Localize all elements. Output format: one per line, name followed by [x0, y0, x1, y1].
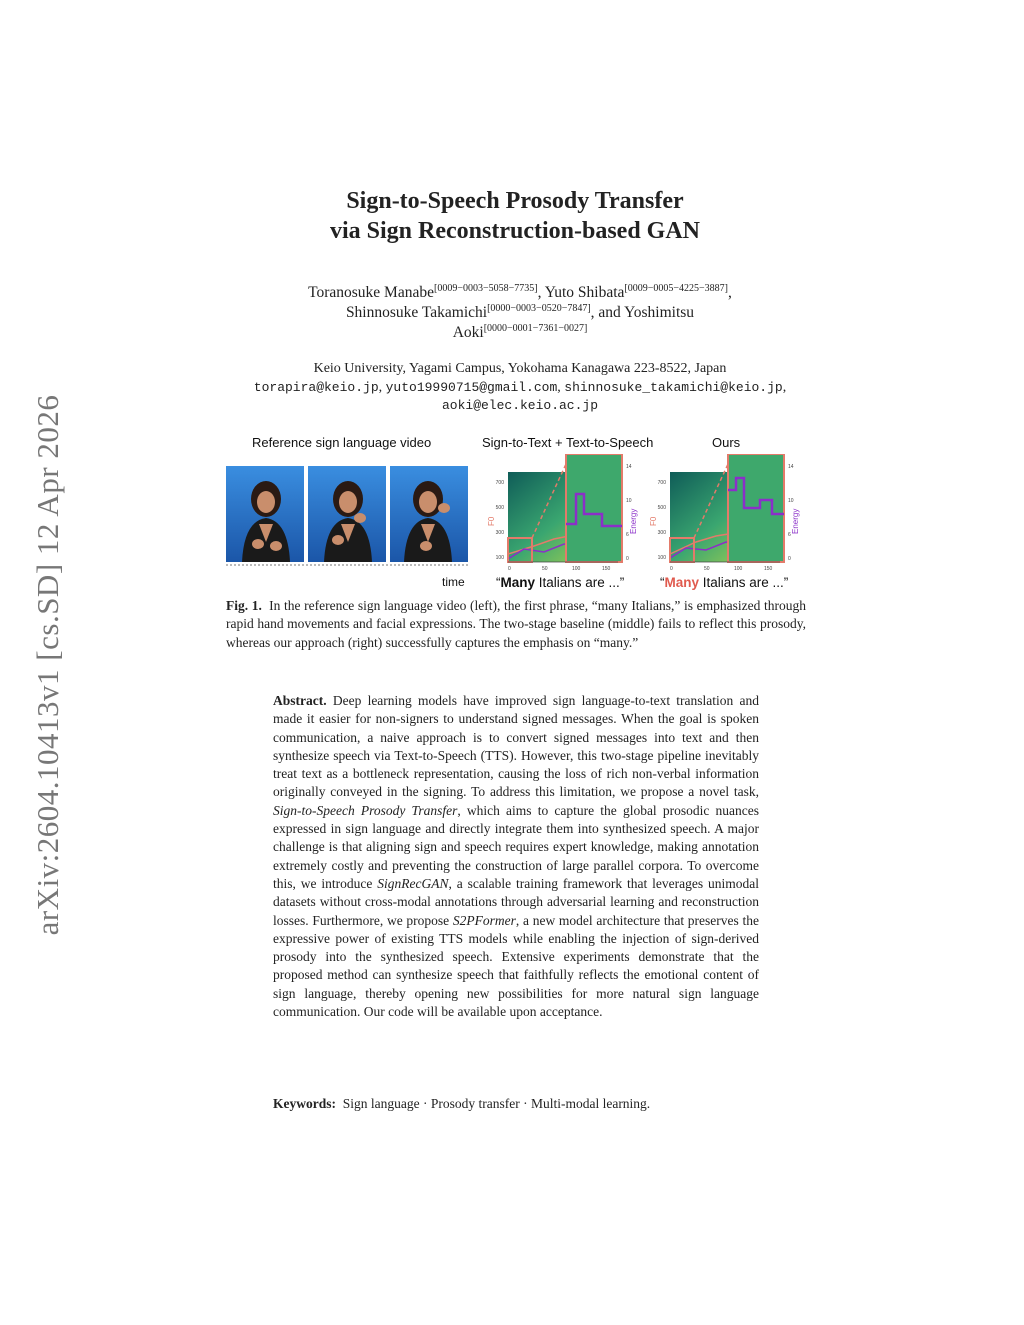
- tick-label: 10: [626, 498, 632, 504]
- video-frame-1: [226, 466, 304, 562]
- tick-label: 6: [626, 532, 629, 538]
- arxiv-id: arXiv:2604.10413v1 [cs.SD] 12 Apr 2026: [30, 394, 65, 936]
- tick-label: 50: [704, 566, 710, 572]
- video-frame-2: [308, 466, 386, 562]
- tick-label: 300: [495, 530, 504, 536]
- tick-label: 700: [657, 480, 666, 486]
- author-name: Toranosuke Manabe: [308, 284, 434, 301]
- tick-label: 10: [788, 498, 794, 504]
- email[interactable]: yuto19990715@gmail.com: [385, 379, 558, 395]
- tick-label: 500: [495, 505, 504, 511]
- author-orcid: [0000−0003−0520−7847]: [487, 303, 591, 314]
- affiliation-block: [220, 360, 820, 416]
- author-orcid: [0009−0005−4225−3887]: [624, 283, 729, 294]
- author-list: [230, 283, 810, 343]
- abstract-text: , a scalable training framework that leverages unimodal datasets without cross-modal annotations through adversarial learning and reconstruction losses. Furthermore, we propose: [273, 875, 759, 928]
- arxiv-sidebar: [26, 370, 70, 960]
- tick-label: 14: [788, 464, 794, 470]
- keywords-label: Keywords:: [273, 1096, 336, 1111]
- abstract-emphasis: Sign-to-Speech Prosody Transfer: [273, 802, 458, 818]
- figure-caption: [226, 597, 806, 652]
- emails-line-1: torapira@keio.jp, yuto19990715@gmail.com, shinnosuke_takamichi@keio.jp,: [253, 379, 787, 395]
- author-separator: ,: [537, 284, 545, 301]
- time-label: time: [442, 575, 465, 589]
- email[interactable]: shinnosuke_takamichi@keio.jp: [564, 379, 783, 395]
- axis-energy: Energy: [629, 508, 638, 534]
- tick-label: 0: [508, 566, 511, 572]
- axis-f0: F0: [487, 516, 496, 526]
- tick-label: 150: [602, 566, 611, 572]
- abstract-emphasis: SignRecGAN: [377, 875, 449, 891]
- quote-baseline-rest: Italians are ...”: [535, 575, 625, 590]
- title-line-1: Sign-to-Speech Prosody Transfer: [346, 188, 684, 214]
- quote-mark: “: [496, 575, 501, 590]
- tick-label: 150: [764, 566, 773, 572]
- paper-title: [0, 186, 1024, 246]
- keywords-text: Sign language · Prosody transfer · Multi-modal learning.: [342, 1096, 651, 1111]
- figure-1: [226, 434, 806, 594]
- figure-label-video: Reference sign language video: [252, 435, 432, 450]
- tick-label: 100: [572, 566, 581, 572]
- tick-label: 500: [657, 505, 666, 511]
- quote-baseline: [496, 575, 624, 590]
- author-separator: ,: [728, 284, 732, 301]
- quote-ours-emphasis: Many: [664, 575, 700, 590]
- tick-label: 300: [657, 530, 666, 536]
- sign-video-frames: [226, 466, 471, 566]
- axis-energy: Energy: [791, 508, 800, 534]
- author-name: Aoki: [452, 324, 484, 341]
- author-orcid: [0000−0001−7361−0027]: [483, 323, 588, 334]
- axis-f0: F0: [649, 516, 658, 526]
- quote-mark: “: [660, 575, 665, 590]
- tick-label: 0: [788, 556, 791, 562]
- spectrogram-baseline: [484, 454, 644, 584]
- tick-label: 700: [495, 480, 504, 486]
- quote-ours: [660, 575, 788, 590]
- affiliation: Keio University, Yagami Campus, Yokohama Kanagawa 223-8522, Japan: [313, 361, 727, 376]
- quote-ours-rest: Italians are ...”: [699, 575, 789, 590]
- abstract-label: Abstract.: [273, 693, 327, 708]
- spectrogram-ours: [646, 454, 806, 584]
- author-name: Shinnosuke Takamichi: [345, 304, 488, 321]
- abstract-text: , which aims to capture the global prosodic nuances expressed in sign language and directly integrate them into synthesized speech. A major challenge is that aligning sign and speech requires expert knowledge, making annotation extremely costly and preventing the construction of large parallel corpora. To overcome this, we introduce: [273, 802, 759, 891]
- tick-label: 50: [542, 566, 548, 572]
- quote-baseline-emphasis: Many: [500, 575, 536, 590]
- abstract-emphasis: S2PFormer: [452, 912, 516, 928]
- author-name: Yuto Shibata: [544, 284, 625, 301]
- caption-label: Fig. 1.: [226, 598, 262, 613]
- tick-label: 0: [670, 566, 673, 572]
- tick-label: 6: [788, 532, 791, 538]
- video-frame-3: [390, 466, 468, 562]
- tick-label: 100: [657, 555, 666, 561]
- figure-label-ours: Ours: [712, 435, 741, 450]
- email[interactable]: torapira@keio.jp: [253, 379, 379, 395]
- title-line-2: via Sign Reconstruction-based GAN: [329, 218, 701, 244]
- caption-text: In the reference sign language video (left), the first phrase, “many Italians,” is emphasized through rapid hand movements and facial expressions. The two-stage baseline (middle) fails to reflect this prosody, whereas our approach (right) successfully captures the emphasis on “many.”: [226, 598, 807, 650]
- abstract-text: Deep learning models have improved sign language-to-text translation and made it easier for non-signers to understand signed messages. When the goal is spoken communication, a naive approach is to convert signed messages into text and then synthesize speech via Text-to-Speech (TTS). However, this two-stage pipeline inevitably treat text as a bottleneck representation, causing the loss of rich non-verbal information originally conveyed in the signing. To address this limitation, we propose a novel task,: [273, 693, 760, 800]
- abstract-text: , a new model architecture that preserves the expressive power of existing TTS models while enabling the injection of sign-derived prosody into the synthesized speech. Extensive experiments demonstrate that the proposed method can synthesize speech that faithfully reflects the emotional content of sign language, thereby opening new possibilities for more natural sign language communication. Our code will be available upon acceptance.: [273, 912, 760, 1020]
- tick-label: 14: [626, 464, 632, 470]
- tick-label: 100: [495, 555, 504, 561]
- author-separator: , and Yoshimitsu: [590, 304, 695, 321]
- author-orcid: [0009−0003−5058−7735]: [433, 283, 538, 294]
- email[interactable]: aoki@elec.keio.ac.jp: [441, 398, 599, 413]
- tick-label: 0: [626, 556, 629, 562]
- keywords: [273, 1095, 759, 1113]
- abstract: [273, 692, 759, 1021]
- figure-label-baseline: Sign-to-Text + Text-to-Speech: [482, 435, 654, 450]
- tick-label: 100: [734, 566, 743, 572]
